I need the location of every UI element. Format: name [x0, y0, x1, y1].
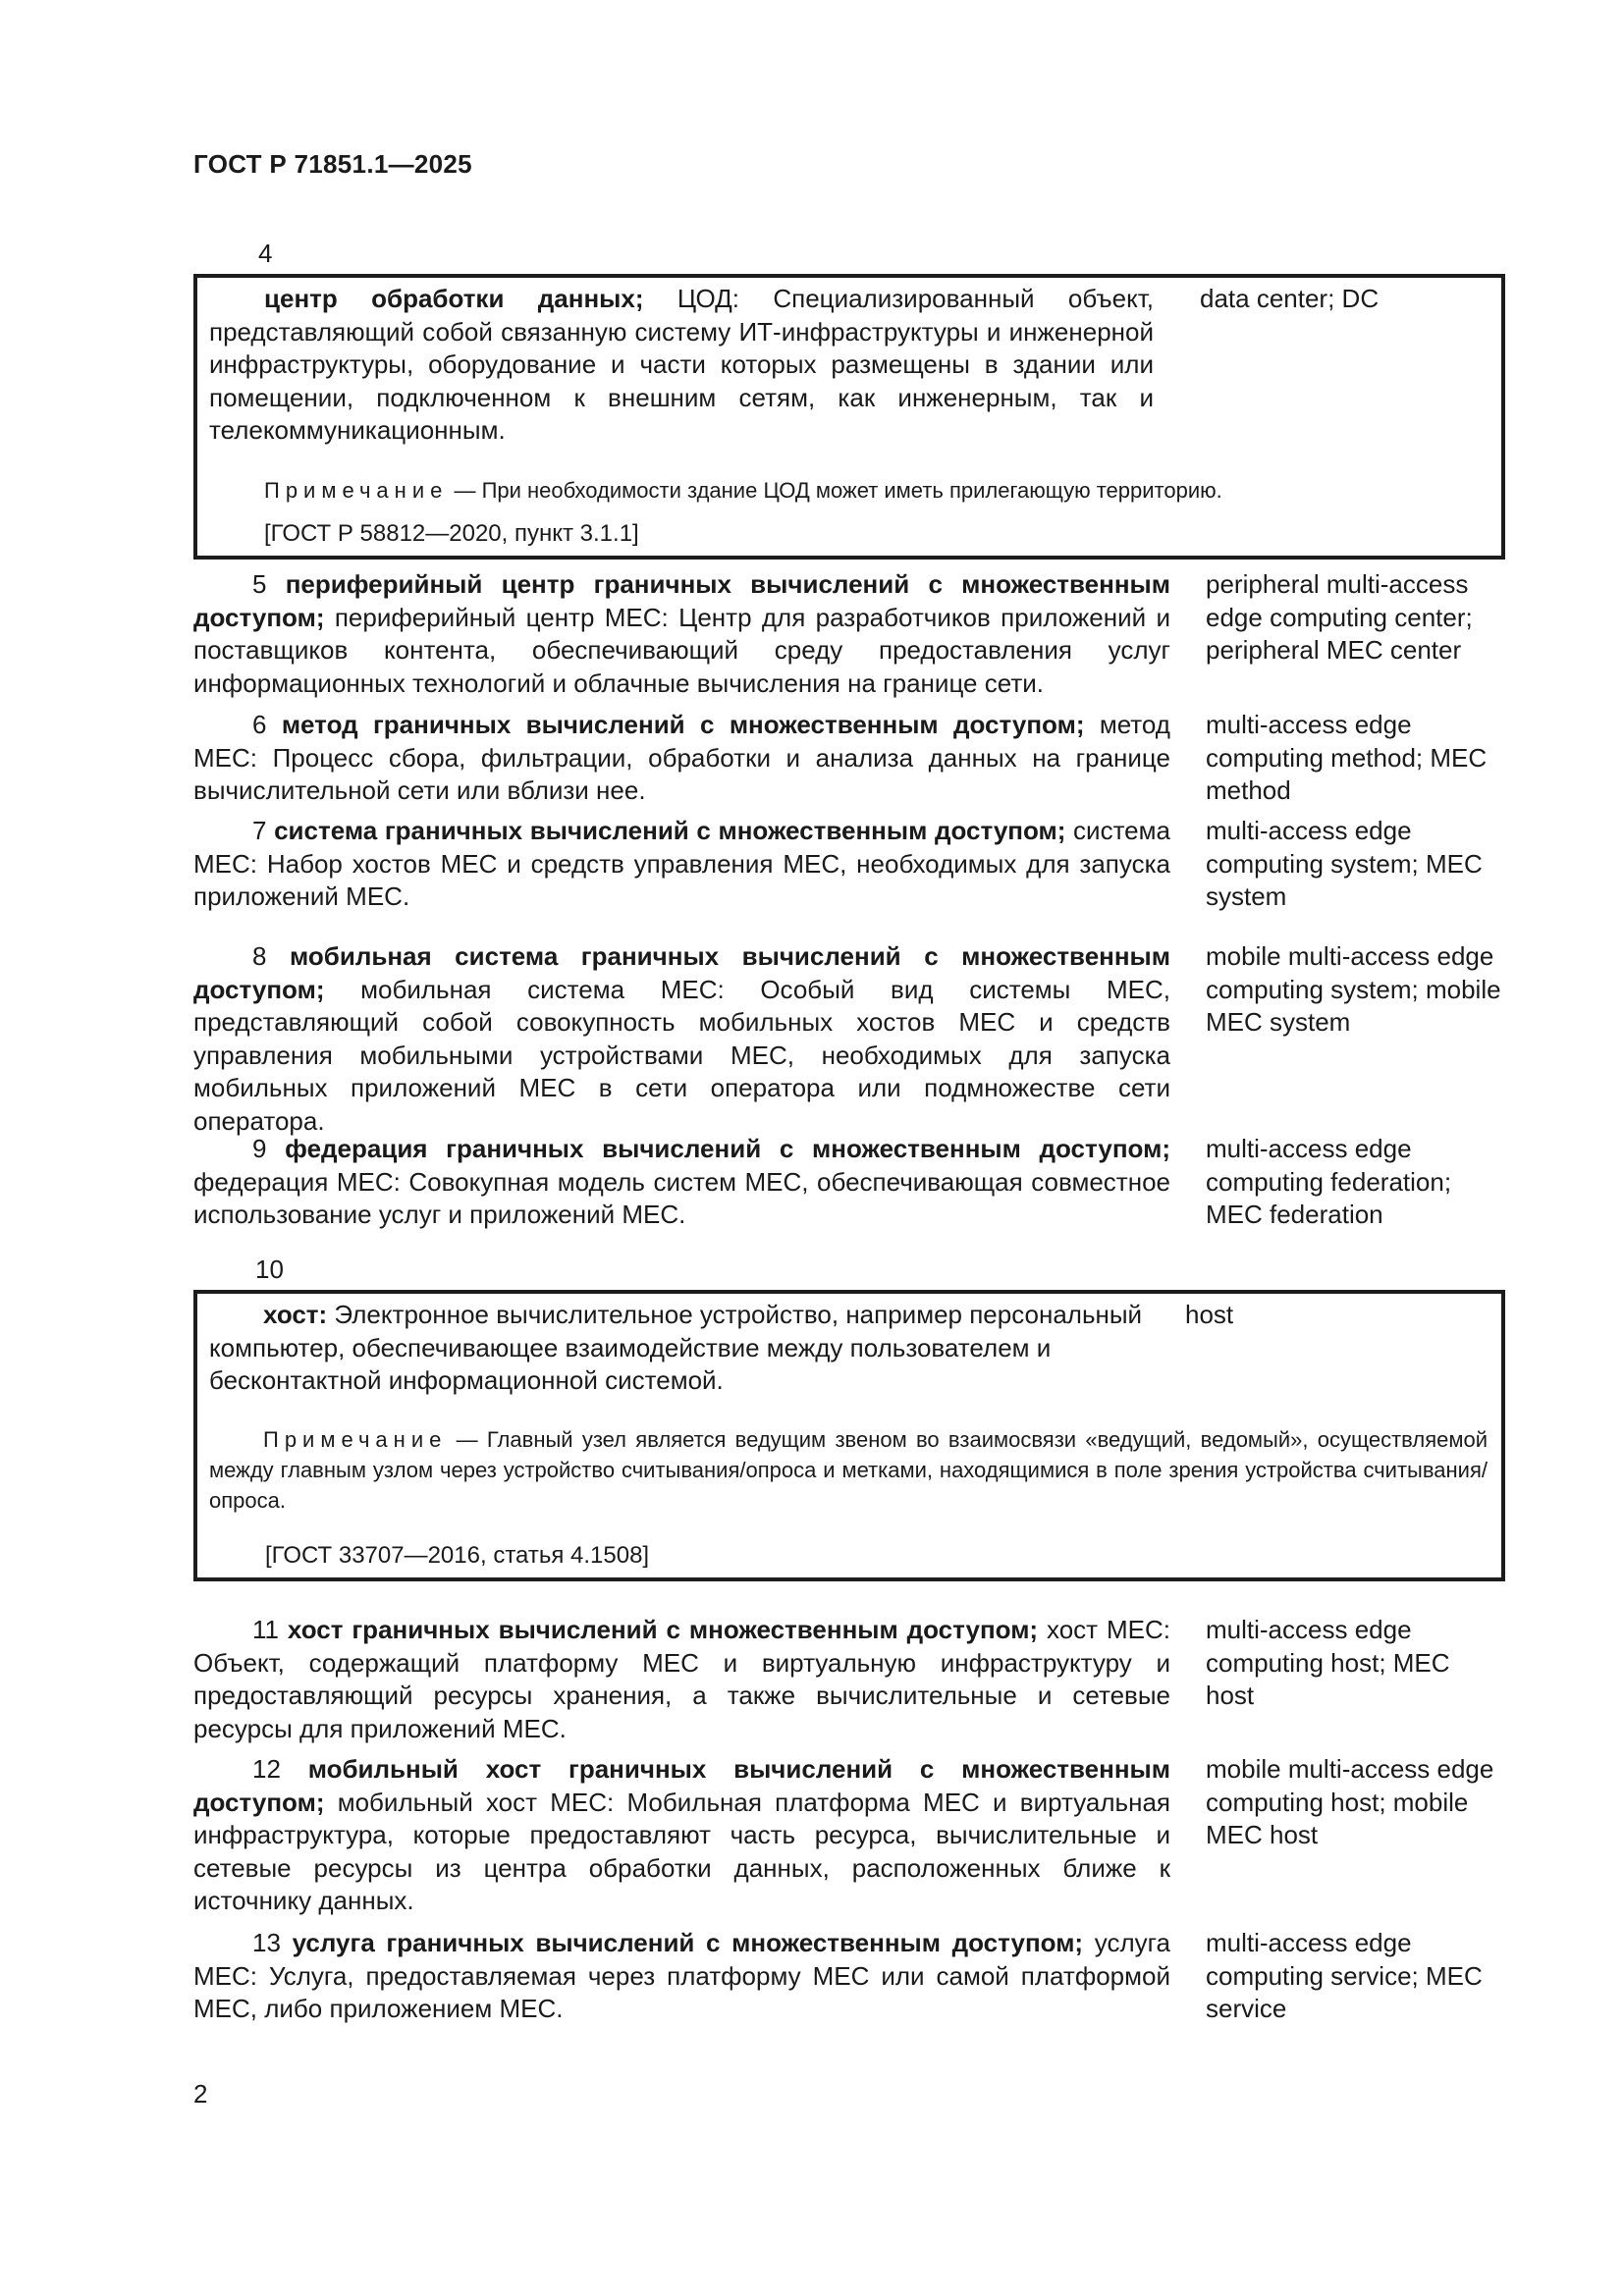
term-english-7: multi-access edge computing system; MEC system [1206, 816, 1483, 911]
term-english-9: multi-access edge computing federation; MEC federation [1206, 1134, 1452, 1229]
term-english-text: data center; DC [1200, 284, 1380, 313]
document-id-header: ГОСТ Р 71851.1—2025 [193, 149, 472, 179]
note-text: — Главный узел является ведущим звеном во взаимосвязи «ведущий, ведомый», осуществляемой между главным узлом через устройство считывания/опроса и метками, находящимися в поле зрения устройства считывания/опроса. [209, 1427, 1488, 1513]
term-number: 4 [258, 239, 273, 268]
term-english-12: mobile multi-access edge computing host; mobile MEC host [1206, 1754, 1494, 1849]
note-text: — При необходимости здание ЦОД может иметь прилегающую территорию. [448, 478, 1222, 503]
term-number: 7 [252, 816, 267, 845]
term-definition-13 [193, 1927, 1170, 2026]
term-note-10 [209, 1424, 1488, 1516]
term-source-4: [ГОСТ Р 58812—2020, пункт 3.1.1] [264, 520, 639, 547]
term-definition-8 [193, 940, 1170, 1138]
term-title: периферийный центр граничных вычислений с множественным доступом; [193, 569, 1170, 632]
term-title: услуга граничных вычислений с множественным доступом; [292, 1928, 1084, 1957]
term-body: метод MEC: Процесс сбора, фильтрации, обработки и анализа данных на границе вычислительной сети или вблизи нее. [193, 710, 1170, 805]
term-number: 5 [252, 569, 267, 599]
term-definition-11 [193, 1614, 1170, 1745]
term-english-13: multi-access edge computing service; MEC service [1206, 1928, 1483, 2023]
term-number: 11 [252, 1615, 279, 1644]
term-body: федерация MEC: Совокупная модель систем MEC, обеспечивающая совместное использование услуг и приложений MEC. [193, 1166, 1170, 1229]
term-english-5: peripheral multi-access edge computing center; peripheral MEC center [1206, 569, 1473, 665]
term-number: 8 [252, 941, 267, 971]
term-body: хост MEC: Объект, содержащий платформу MEC и виртуальную инфраструктуру и предоставляющий ресурсы хранения, а также вычислительные и сетевые ресурсы для приложений MEC. [193, 1615, 1170, 1743]
term-body: Электронное вычислительное устройство, например персональный компьютер, обеспечивающее взаимодействие между пользователем и бесконтактной информационной системой. [209, 1300, 1143, 1395]
term-english-4 [1200, 283, 1494, 316]
term-title: хост граничных вычислений с множественным доступом; [287, 1615, 1039, 1644]
term-body: система MEC: Набор хостов MEC и средств управления MEC, необходимых для запуска приложений MEC. [193, 816, 1170, 911]
term-title: метод граничных вычислений с множественным доступом; [281, 710, 1085, 739]
term-number: 10 [255, 1255, 284, 1284]
term-english-11: multi-access edge computing host; MEC host [1206, 1615, 1450, 1710]
term-title: центр обработки данных; [264, 284, 644, 313]
note-label: Примечание [264, 478, 449, 503]
term-number: 12 [252, 1754, 281, 1784]
term-english-10: host [1185, 1300, 1234, 1329]
term-body: мобильный хост MEC: Мобильная платформа MEC и виртуальная инфраструктура, которые предоставляют часть ресурса, вычислительные и сетевые ресурсы из центра обработки данных, расположенных ближе к источнику данных. [193, 1787, 1170, 1915]
term-body: периферийный центр MEC: Центр для разработчиков приложений и поставщиков контента, обеспечивающий среду предоставления услуг информационных технологий и облачные вычисления на границе сети. [193, 602, 1170, 698]
term-body: ЦОД: Специализированный объект, представляющий собой связанную систему ИТ-инфраструктуры и инженерной инфраструктуры, оборудование и части которых размещены в здании или помещении, подключенном к внешним сетям, как инженерным, так и телекоммуникационным. [209, 284, 1155, 445]
page-number: 2 [193, 2079, 208, 2109]
term-number: 6 [252, 710, 267, 739]
term-note-4 [264, 475, 1491, 506]
term-definition-6 [193, 709, 1170, 808]
term-number: 13 [252, 1928, 281, 1957]
term-english-8: mobile multi-access edge computing system; mobile MEC system [1206, 941, 1501, 1037]
term-definition-7 [193, 815, 1170, 914]
term-source-10: [ГОСТ 33707—2016, статья 4.1508] [265, 1542, 650, 1569]
term-english-6: multi-access edge computing method; MEC method [1206, 710, 1488, 805]
term-definition-12 [193, 1753, 1170, 1918]
term-definition-5 [193, 568, 1170, 700]
term-title: хост: [263, 1300, 328, 1329]
term-body: услуга MEC: Услуга, предоставляемая через платформу MEC или самой платформой MEC, либо приложением MEC. [193, 1928, 1170, 2023]
term-title: мобильный хост граничных вычислений с множественным доступом; [193, 1754, 1170, 1817]
term-title: мобильная система граничных вычислений с множественным доступом; [193, 941, 1170, 1004]
term-definition-10 [209, 1299, 1157, 1398]
term-number: 9 [252, 1134, 267, 1163]
note-label: Примечание [263, 1427, 448, 1452]
term-title: федерация граничных вычислений с множественным доступом; [285, 1134, 1170, 1163]
term-body: мобильная система MEC: Особый вид системы MEC, представляющий собой совокупность мобильных хостов MEC и средств управления мобильными устройствами MEC, необходимых для запуска мобильных приложений MEC в сети оператора или подмножестве сети оператора. [193, 974, 1170, 1136]
term-definition-4 [209, 283, 1154, 448]
term-title: система граничных вычислений с множественным доступом; [274, 816, 1066, 845]
term-definition-9 [193, 1133, 1170, 1232]
